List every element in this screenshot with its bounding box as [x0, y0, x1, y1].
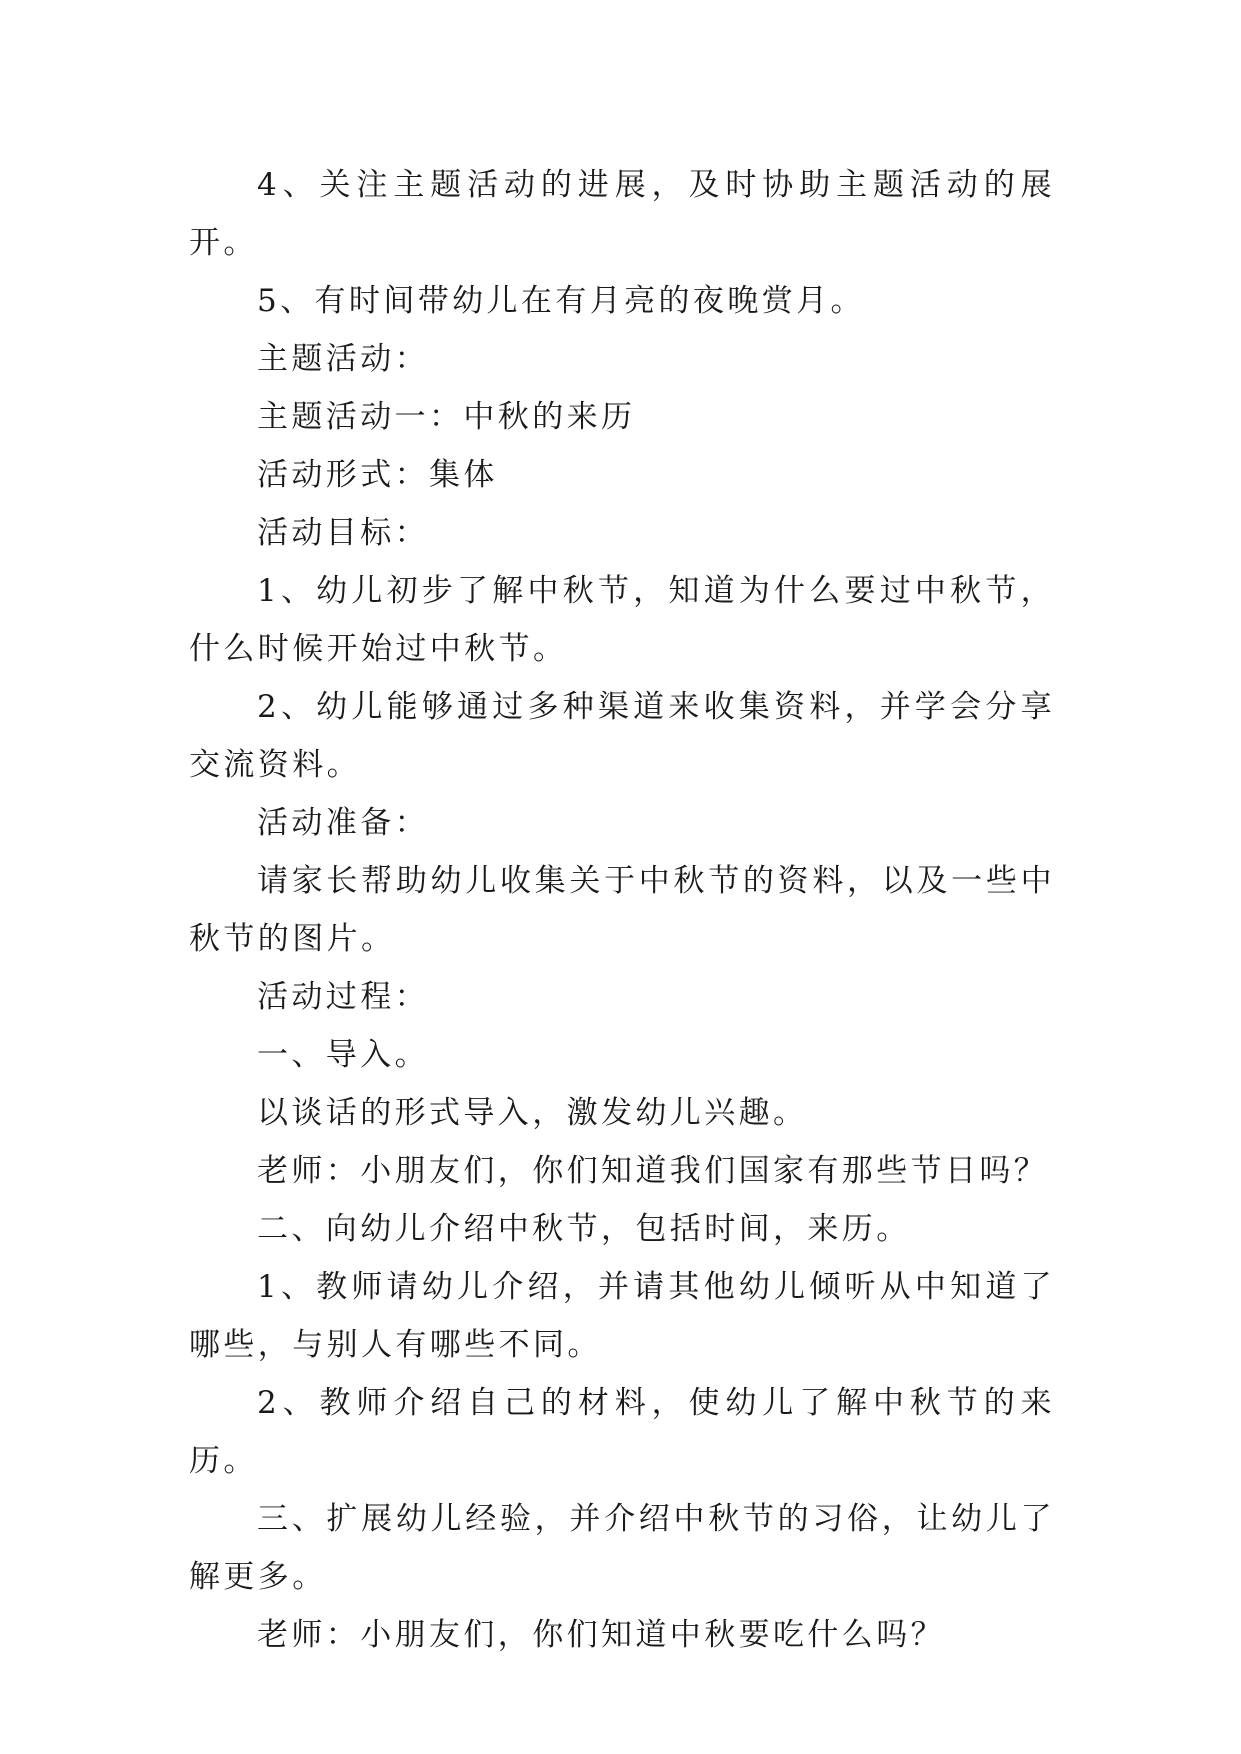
process-step-1-text: 以谈话的形式导入，激发幼儿兴趣。 [257, 1095, 808, 1131]
process-step-3-heading: 三、扩展幼儿经验，并介绍中秋节的习俗，让幼儿了解更多。 [189, 1501, 1055, 1595]
section-heading-process: 活动过程： [257, 979, 429, 1015]
section-heading-theme-activity: 主题活动： [257, 341, 429, 377]
paragraph-item-4: 4、关注主题活动的进展，及时协助主题活动的展开。 [189, 167, 1055, 261]
process-step-2-item-2: 2、教师介绍自己的材料，使幼儿了解中秋节的来历。 [189, 1385, 1055, 1479]
teacher-dialogue-1: 老师：小朋友们，你们知道我们国家有那些节日吗？ [257, 1153, 1049, 1189]
goal-item-2: 2、幼儿能够通过多种渠道来收集资料，并学会分享交流资料。 [189, 689, 1055, 783]
process-step-2-heading: 二、向幼儿介绍中秋节，包括时间，来历。 [257, 1211, 911, 1247]
activity-form: 活动形式：集体 [257, 457, 498, 493]
preparation-text: 请家长帮助幼儿收集关于中秋节的资料，以及一些中秋节的图片。 [189, 863, 1055, 957]
process-step-2-item-1: 1、教师请幼儿介绍，并请其他幼儿倾听从中知道了哪些，与别人有哪些不同。 [189, 1269, 1055, 1363]
paragraph-item-5: 5、有时间带幼儿在有月亮的夜晚赏月。 [257, 283, 865, 319]
goal-item-1: 1、幼儿初步了解中秋节，知道为什么要过中秋节，什么时候开始过中秋节。 [189, 573, 1055, 667]
activity-title: 主题活动一：中秋的来历 [257, 399, 636, 435]
teacher-dialogue-2: 老师：小朋友们，你们知道中秋要吃什么吗？ [257, 1617, 945, 1653]
section-heading-preparation: 活动准备： [257, 805, 429, 841]
process-step-1-heading: 一、导入。 [257, 1037, 429, 1073]
section-heading-goals: 活动目标： [257, 515, 429, 551]
document-body [189, 156, 1055, 1664]
